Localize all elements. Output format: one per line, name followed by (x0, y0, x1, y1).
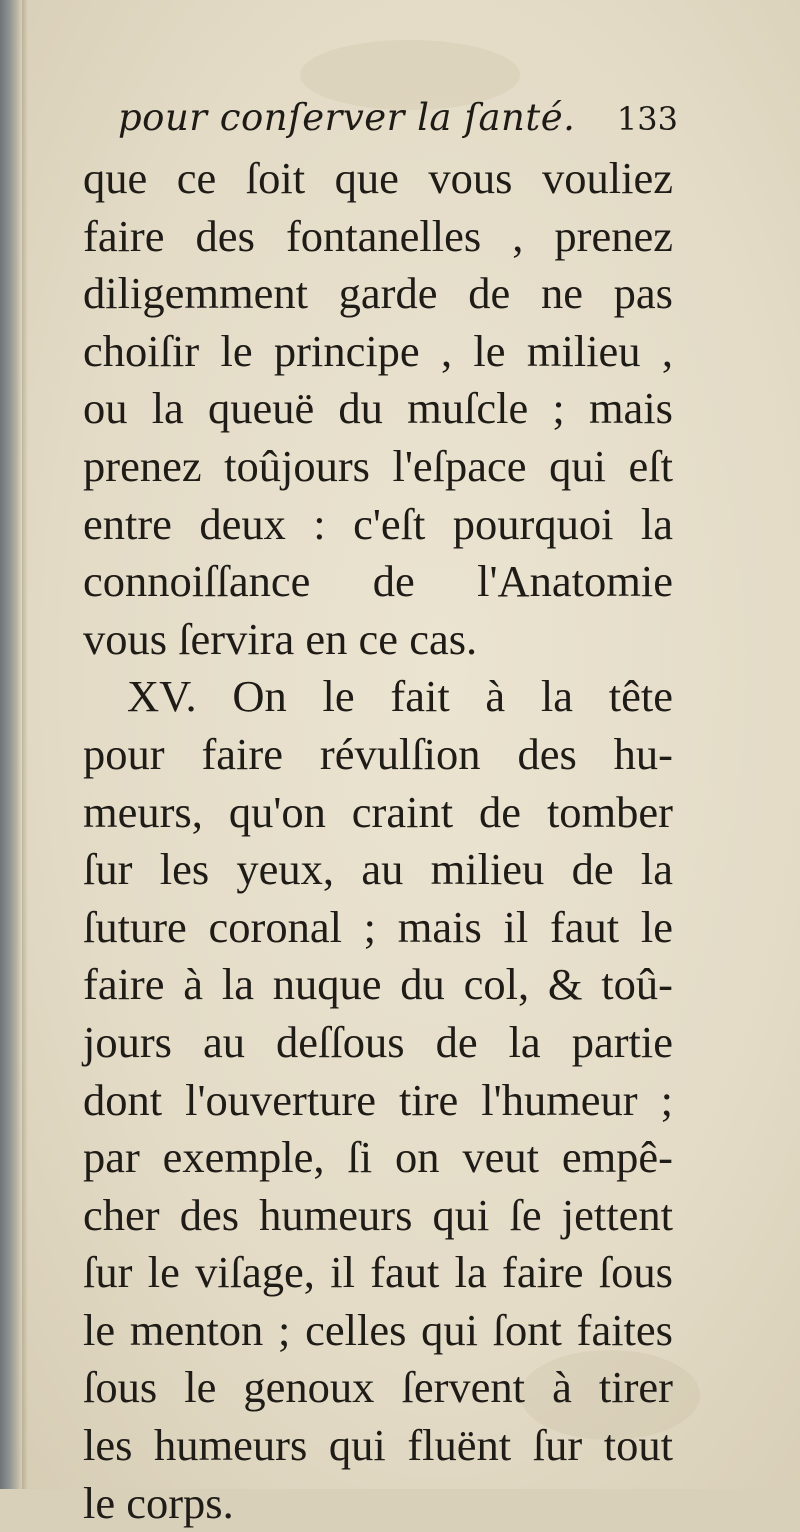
text-line: le menton ; celles qui ſont faites (83, 1304, 673, 1355)
text-line: faire des fontanelles , prenez (83, 210, 673, 261)
text-line: que ce ſoit que vous vouliez (83, 153, 673, 203)
text-line: prenez toûjours l'eſpace qui eſt (83, 440, 673, 491)
text-line: pour faire révulſion des hu- (83, 728, 673, 779)
text-line: ou la queuë du muſcle ; mais (83, 383, 673, 434)
text-line: le corps. (83, 1477, 234, 1528)
text-line: diligemment garde de ne pas (83, 268, 673, 319)
text-line: ſur le viſage, il faut la faire ſous (83, 1247, 673, 1298)
text-line: par exemple, ſi on veut empê- (83, 1132, 673, 1183)
text-line: les humeurs qui fluënt ſur tout (83, 1420, 673, 1471)
running-title: pour conſerver la ſanté. (118, 96, 576, 139)
text-line: cher des humeurs qui ſe jettent (83, 1189, 673, 1240)
text-line: choiſir le principe , le milieu , (83, 325, 673, 376)
text-line: entre deux : c'eſt pourquoi la (83, 498, 673, 549)
binding-shadow (22, 0, 28, 1489)
text-line-section-start: XV. On le fait à la tête (127, 671, 673, 722)
body-text (83, 150, 673, 1532)
text-line: connoiſſance de l'Anatomie (83, 556, 673, 607)
text-line: ſuture coronal ; mais il faut le (83, 901, 673, 952)
page-header (118, 96, 678, 152)
text-line: jours au deſſous de la partie (83, 1016, 673, 1067)
text-line: ſur les yeux, au milieu de la (83, 844, 673, 895)
book-binding-edge (0, 0, 22, 1489)
text-line: ſous le genoux ſervent à tirer (83, 1362, 673, 1413)
text-line: faire à la nuque du col, & toû- (83, 959, 673, 1010)
text-line: meurs, qu'on craint de tomber (83, 786, 673, 837)
text-line: vous ſervira en ce cas. (83, 613, 478, 664)
text-line: dont l'ouverture tire l'humeur ; (83, 1074, 673, 1125)
page-number: 133 (616, 100, 678, 138)
